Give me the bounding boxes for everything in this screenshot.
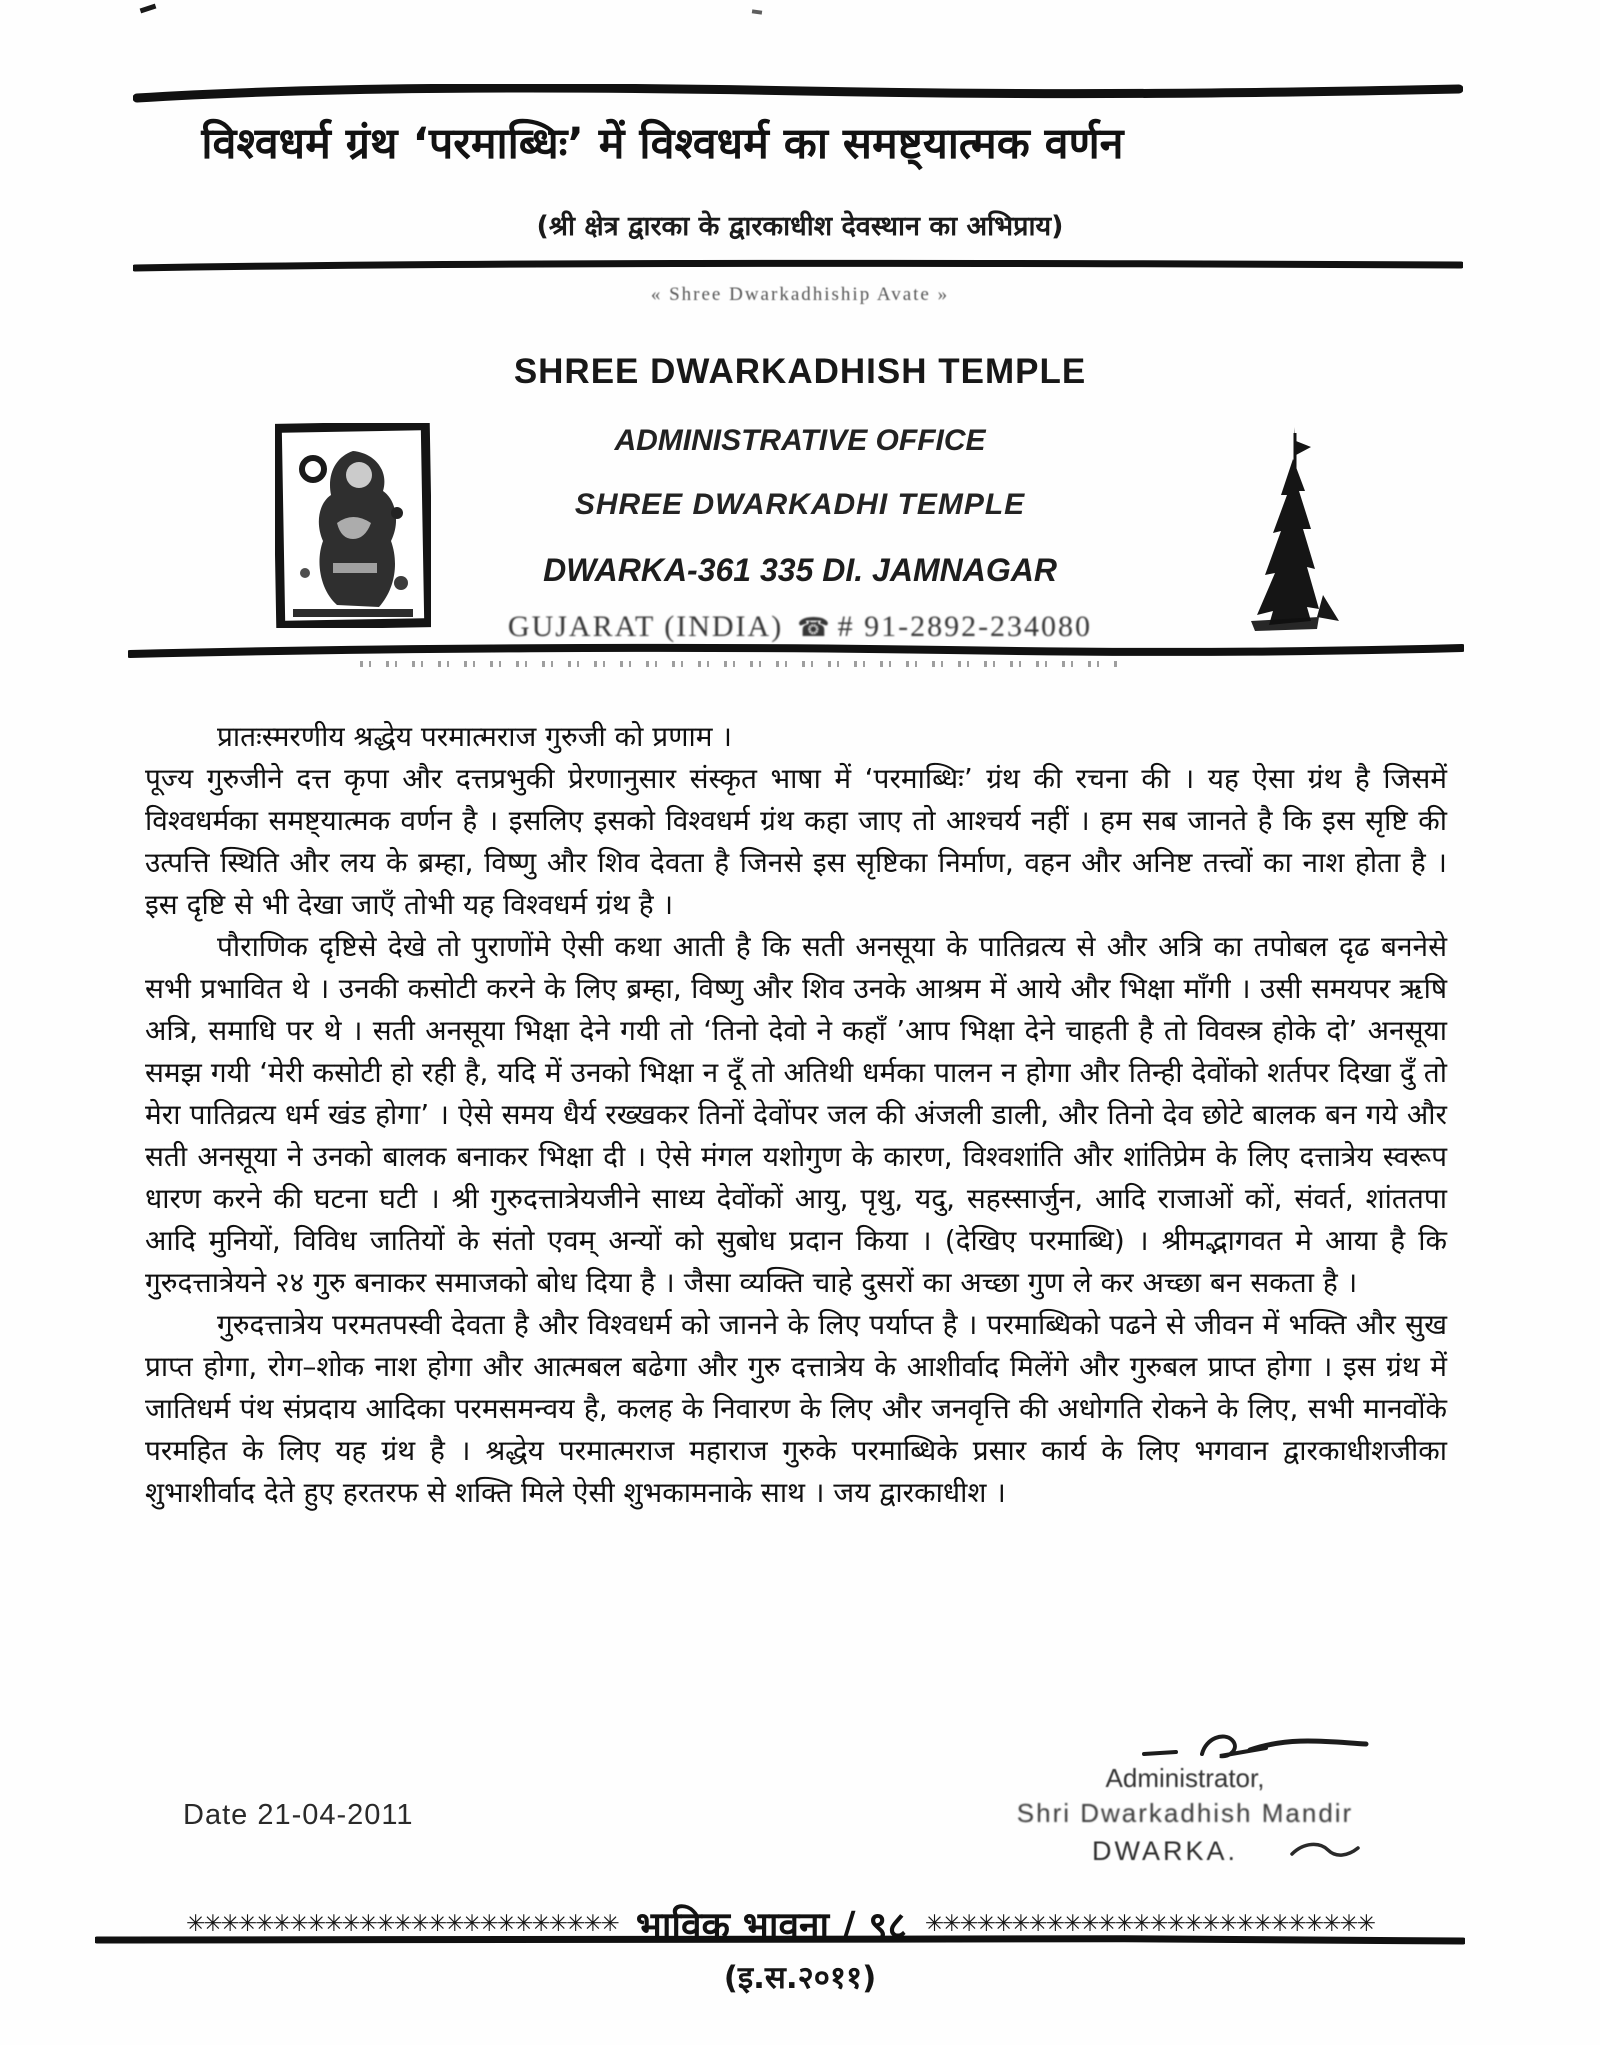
letterhead-tagline: « Shree Dwarkadhiship Avate » [650,284,950,305]
date-line: Date 21-04-2011 [183,1799,414,1831]
footer-rule [95,1934,1465,1946]
letterhead-region-phone [135,610,1465,644]
page-subtitle: (श्री क्षेत्र द्वारका के द्वारकाधीश देवस्थान का अभिप्राय) [536,211,1064,242]
year-line: (इ.स.२०११) [723,1960,877,1996]
footer-stars-right: ✳✳✳✳✳✳✳✳✳✳✳✳✳✳✳✳✳✳✳✳✳✳✳✳✳✳ [924,1910,1374,1937]
letterhead-address: DWARKA-361 335 DI. JAMNAGAR [543,552,1057,588]
clipped-text-remnant [360,661,1120,667]
signature-flourish [1290,1838,1360,1862]
scan-artifact-mark [752,9,762,14]
paragraph-2: पौराणिक दृष्टिसे देखे तो पुराणोंमे ऐसी कथा आती है कि सती अनसूया के पातिव्रत्य से और अत्रि का तपोबल दृढ बननेसे सभी प्रभावित थे । उनकी कसोटी करने के लिए ब्रम्हा, विष्णु और शिव उनके आश्रम में आये और भिक्षा माँगी । उसी समयपर ऋषि अत्रि, समाधि पर थे । सती अनसूया भिक्षा देने गयी तो ‘तिनो देवो ने कहाँ ’आप भिक्षा देने चाहती है तो विवस्त्र होके दो’ अनसूया समझ गयी ‘मेरी कसोटी हो रही है, यदि में उनको भिक्षा न दूँ तो अतिथी धर्मका पालन न होगा और तिन्ही देवोंको शर्तपर दिखा दुँ तो मेरा पातिव्रत्य धर्म खंड होगा’ । ऐसे समय धैर्य रख्खकर तिनों देवोंपर जल की अंजली डाली, और तिनो देव छोटे बालक बन गये और सती अनसूया ने उनको बालक बनाकर भिक्षा दी । ऐसे मंगल यशोगुण के कारण, विश्वशांति और शांतिप्रेम के लिए दत्तात्रेय स्वरूप धारण करने की घटना घटी । श्री गुरुदत्तात्रेयजीने साध्य देवोंकों आयु, पृथु, यदु, सहस्सार्जुन, आदि राजाओं कों, संवर्त, शांततपा आदि मुनियों, विविध जातियों के संतो एवम् अन्यों को सुबोध प्रदान किया । (देखिए परमाब्धि) । श्रीमद्भागवत मे आया है कि गुरुदत्तात्रेयने २४ गुरु बनाकर समाजको बोध दिया है । जैसा व्यक्ति चाहे दुसरों का अच्छा गुण ले कर अच्छा बन सकता है । [145,930,1447,1299]
letter-body [145,716,1447,1514]
signature-place: DWARKA. [1091,1836,1238,1866]
top-rule [133,84,1463,106]
scan-artifact-mark [140,4,157,14]
signature-role: Administrator, [1105,1763,1265,1793]
letterhead-region: GUJARAT (INDIA) [507,610,784,643]
paragraph-1: पूज्य गुरुजीने दत्त कृपा और दत्तप्रभुकी प्रेरणानुसार संस्कृत भाषा में ‘परमाब्धिः’ ग्रंथ की रचना की । यह ऐसा ग्रंथ है जिसमें विश्वधर्मका समष्ट्यात्मक वर्णन है । इसलिए इसको विश्वधर्म ग्रंथ कहा जाए तो आश्चर्य नहीं । हम सब जानते है कि इस सृष्टि की उत्पत्ति स्थिति और लय के ब्रम्हा, विष्णु और शिव देवता है जिनसे इस सृष्टिका निर्माण, वहन और अनिष्ट तत्त्वों का नाश होता है । इस दृष्टि से भी देखा जाएँ तोभी यह विश्वधर्म ग्रंथ है । [145,762,1447,921]
subtitle-rule [133,258,1463,274]
signature-organization: Shri Dwarkadhish Mandir [1016,1798,1354,1828]
footer-stars-left: ✳✳✳✳✳✳✳✳✳✳✳✳✳✳✳✳✳✳✳✳✳✳✳✳✳ [186,1910,618,1937]
paragraph-3: गुरुदत्तात्रेय परमतपस्वी देवता है और विश्वधर्म को जानने के लिए पर्याप्त है । परमाब्धिको पढने से जीवन में भक्ति और सुख प्राप्त होगा, रोग–शोक नाश होगा और आत्मबल बढेगा और गुरु दत्तात्रेय के आशीर्वाद मिलेंगे और गुरुबल प्राप्त होगा । इस ग्रंथ में जातिधर्म पंथ संप्रदाय आदिका परमसमन्वय है, कलह के निवारण के लिए और जनवृत्ति की अधोगति रोकने के लिए, सभी मानवोंके परमहित के लिए यह ग्रंथ है । श्रद्धेय परमात्मराज महाराज गुरुके परमाब्धिके प्रसार कार्य के लिए भगवान द्वारकाधीशजीका शुभाशीर्वाद देते हुए हरतरफ से शक्ति मिले ऐसी शुभकामनाके साथ । जय द्वारकाधीश । [145,1308,1447,1509]
letterhead-temple-name: SHREE DWARKADHISH TEMPLE [513,352,1087,391]
letterhead-office-line: ADMINISTRATIVE OFFICE [614,424,986,457]
letterhead-rule [128,642,1464,660]
letterhead-phone-number: # 91-2892-234080 [837,610,1093,643]
salutation-line: प्रातःस्मरणीय श्रद्धेय परमात्मराज गुरुजी को प्रणाम । [217,720,732,753]
letterhead-temple-name-2: SHREE DWARKADHI TEMPLE [574,488,1026,521]
phone-icon: ☎ [797,613,832,642]
page-title: विश्वधर्म ग्रंथ ‘परमाब्धिः’ में विश्वधर्म का समष्ट्यात्मक वर्णन [201,119,1124,169]
footer-page-label: भाविक भावना / ९८ [635,1904,907,1947]
